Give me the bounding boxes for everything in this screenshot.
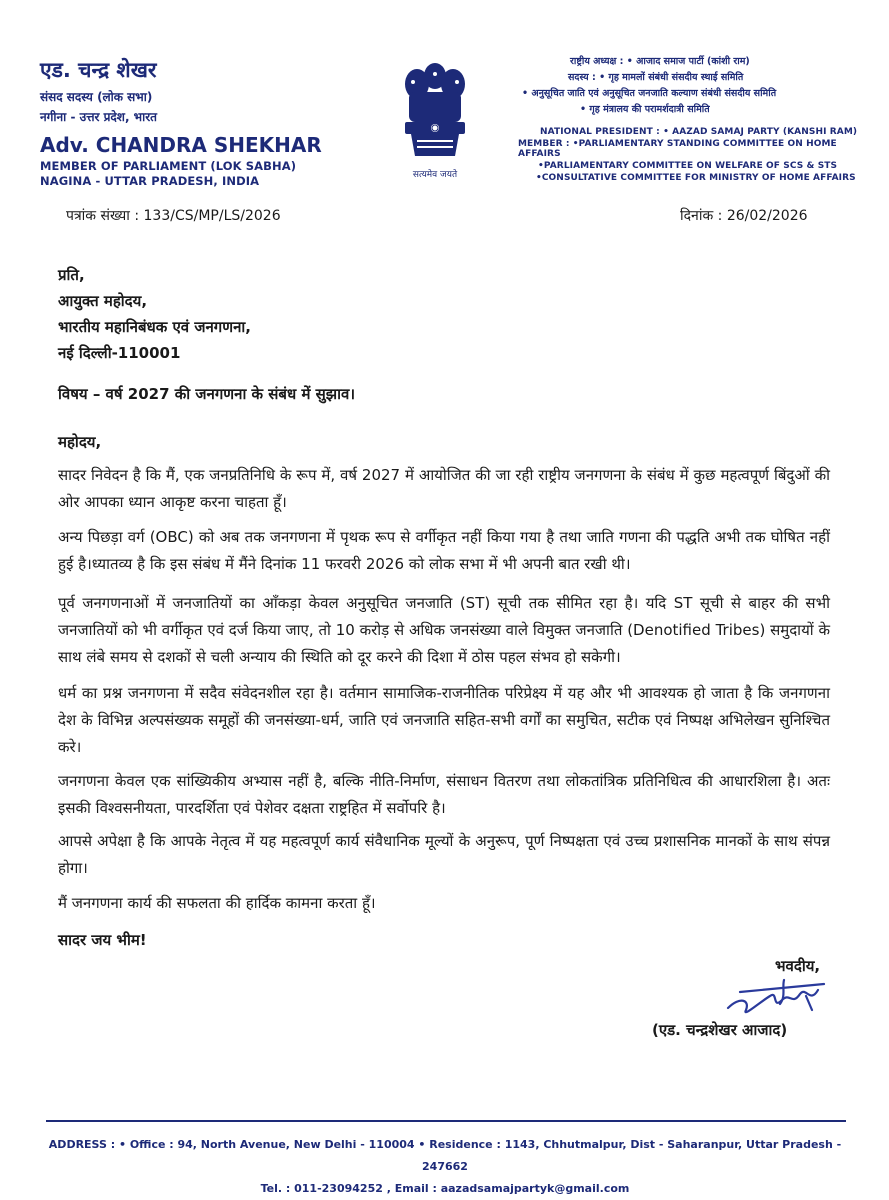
valediction: भवदीय, — [775, 957, 821, 975]
role-english: •PARLIAMENTARY COMMITTEE ON WELFARE OF SCS & STS — [538, 161, 838, 171]
role-hindi: • अनुसूचित जाति एवं अनुसूचित जनजाति कल्याण संबंधी संसदीय समिति — [522, 88, 777, 99]
recipient-line: आयुक्त महोदय, — [58, 292, 148, 310]
mp-title-english: MEMBER OF PARLIAMENT (LOK SABHA) — [40, 159, 297, 173]
lion-capital-icon — [395, 58, 475, 166]
letterhead-right — [512, 54, 872, 185]
role-hindi: • गृह मंत्रालय की परामर्शदात्री समिति — [580, 104, 710, 115]
body-paragraph: पूर्व जनगणनाओं में जनजातियों का आँकड़ा केवल अनुसूचित जनजाति (ST) सूची तक सीमित रहा है। यदि ST सूची से बाहर की सभी जनजातियों को भी वर्गीकृत एवं दर्ज किया जाए, तो 10 करोड़ से अधिक जनसंख्या वाले विमुक्त जनजाति (Denotified Tribes) समुदायों के साथ लंबे समय से दशकों से चली अन्याय की स्थिति को दूर करने की दिशा में ठोस पहल संभव हो सकेगी। — [58, 594, 830, 666]
signatory-name: (एड. चन्द्रशेखर आजाद) — [652, 1021, 788, 1039]
mp-place-hindi: नगीना - उत्तर प्रदेश, भारत — [40, 110, 157, 124]
footer-contact: Tel. : 011-23094252 , Email : aazadsamajpartyk@gmail.com — [260, 1182, 630, 1195]
recipient-line: भारतीय महानिबंधक एवं जनगणना, — [58, 318, 251, 336]
handwritten-signature — [720, 970, 830, 1020]
recipient-line: नई दिल्ली-110001 — [58, 344, 181, 362]
reference-number: पत्रांक संख्या : 133/CS/MP/LS/2026 — [66, 208, 281, 224]
salutation: महोदय, — [58, 433, 102, 451]
signature-block — [600, 956, 840, 1046]
role-english: •CONSULTATIVE COMMITTEE FOR MINISTRY OF HOME AFFAIRS — [536, 173, 856, 183]
role-hindi: राष्ट्रीय अध्यक्ष : • आजाद समाज पार्टी (कांशी राम) — [570, 56, 750, 67]
role-english: NATIONAL PRESIDENT : • AAZAD SAMAJ PARTY (KANSHI RAM) — [540, 127, 858, 137]
body-paragraph: अन्य पिछड़ा वर्ग (OBC) को अब तक जनगणना में पृथक रूप से वर्गीकृत नहीं किया गया है तथा जाति गणना की पद्धति अभी तक घोषित नहीं हुई है।ध्यातव्य है कि इस संबंध में मैंने दिनांक 11 फरवरी 2026 को लोक सभा में भी अपनी बात रखी थी। — [58, 528, 830, 573]
recipient-address — [58, 262, 251, 366]
letter-date: दिनांक : 26/02/2026 — [680, 208, 808, 224]
mp-name-hindi: एड. चन्द्र शेखर — [40, 58, 157, 82]
body-paragraph: धर्म का प्रश्न जनगणना में सदैव संवेदनशील रहा है। वर्तमान सामाजिक-राजनीतिक परिप्रेक्ष्य में यह और भी आवश्यक हो जाता है कि जनगणना देश के विभिन्न अल्पसंख्यक समूहों की जनसंख्या-धर्म, जाति एवं जनजाति सहित-सभी वर्गों का समुचित, सटीक एवं निष्पक्ष अभिलेखन सुनिश्चित करे। — [58, 684, 830, 756]
footer-divider — [46, 1120, 846, 1122]
mp-place-english: NAGINA - UTTAR PRADESH, INDIA — [40, 174, 260, 188]
role-english: MEMBER : •PARLIAMENTARY STANDING COMMITTEE ON HOME AFFAIRS — [518, 139, 837, 159]
recipient-line: प्रति, — [58, 266, 85, 284]
mp-title-hindi: संसद सदस्य (लोक सभा) — [40, 90, 153, 104]
footer-address: ADDRESS : • Office : 94, North Avenue, New Delhi - 110004 • Residence : 1143, Chhutmalpur, Dist - Saharanpur, Uttar Pradesh - 247662 — [48, 1138, 842, 1173]
body-paragraph: आपसे अपेक्षा है कि आपके नेतृत्व में यह महत्वपूर्ण कार्य संवैधानिक मूल्यों के अनुरूप, पूर्ण निष्पक्षता एवं उच्च प्रशासनिक मानकों के साथ संपन्न होगा। — [58, 832, 830, 877]
role-hindi: सदस्य : • गृह मामलों संबंधी संसदीय स्थाई समिति — [568, 72, 744, 83]
body-paragraph: सादर निवेदन है कि मैं, एक जनप्रतिनिधि के रूप में, वर्ष 2027 में आयोजित की जा रही राष्ट्रीय जनगणना के संबंध में कुछ महत्वपूर्ण बिंदुओं की ओर आपका ध्यान आकृष्ट करना चाहता हूँ। — [58, 466, 830, 511]
letterhead-left — [40, 56, 322, 189]
body-paragraph: मैं जनगणना कार्य की सफलता की हार्दिक कामना करता हूँ। — [58, 894, 376, 912]
footer — [30, 1134, 860, 1200]
subject-line: विषय – वर्ष 2027 की जनगणना के संबंध में सुझाव। — [58, 385, 356, 403]
national-emblem — [395, 58, 475, 178]
body-paragraph: जनगणना केवल एक सांख्यिकीय अभ्यास नहीं है, बल्कि नीति-निर्माण, संसाधन वितरण तथा लोकतांत्रिक प्रतिनिधित्व की आधारशिला है। अतः इसकी विश्वसनीयता, पारदर्शिता एवं पेशेवर दक्षता राष्ट्रहित में सर्वोपरि है। — [58, 772, 830, 817]
emblem-motto: सत्यमेव जयते — [412, 170, 458, 180]
closing-greeting: सादर जय भीम! — [58, 931, 147, 949]
mp-name-english: Adv. CHANDRA SHEKHAR — [40, 133, 322, 157]
